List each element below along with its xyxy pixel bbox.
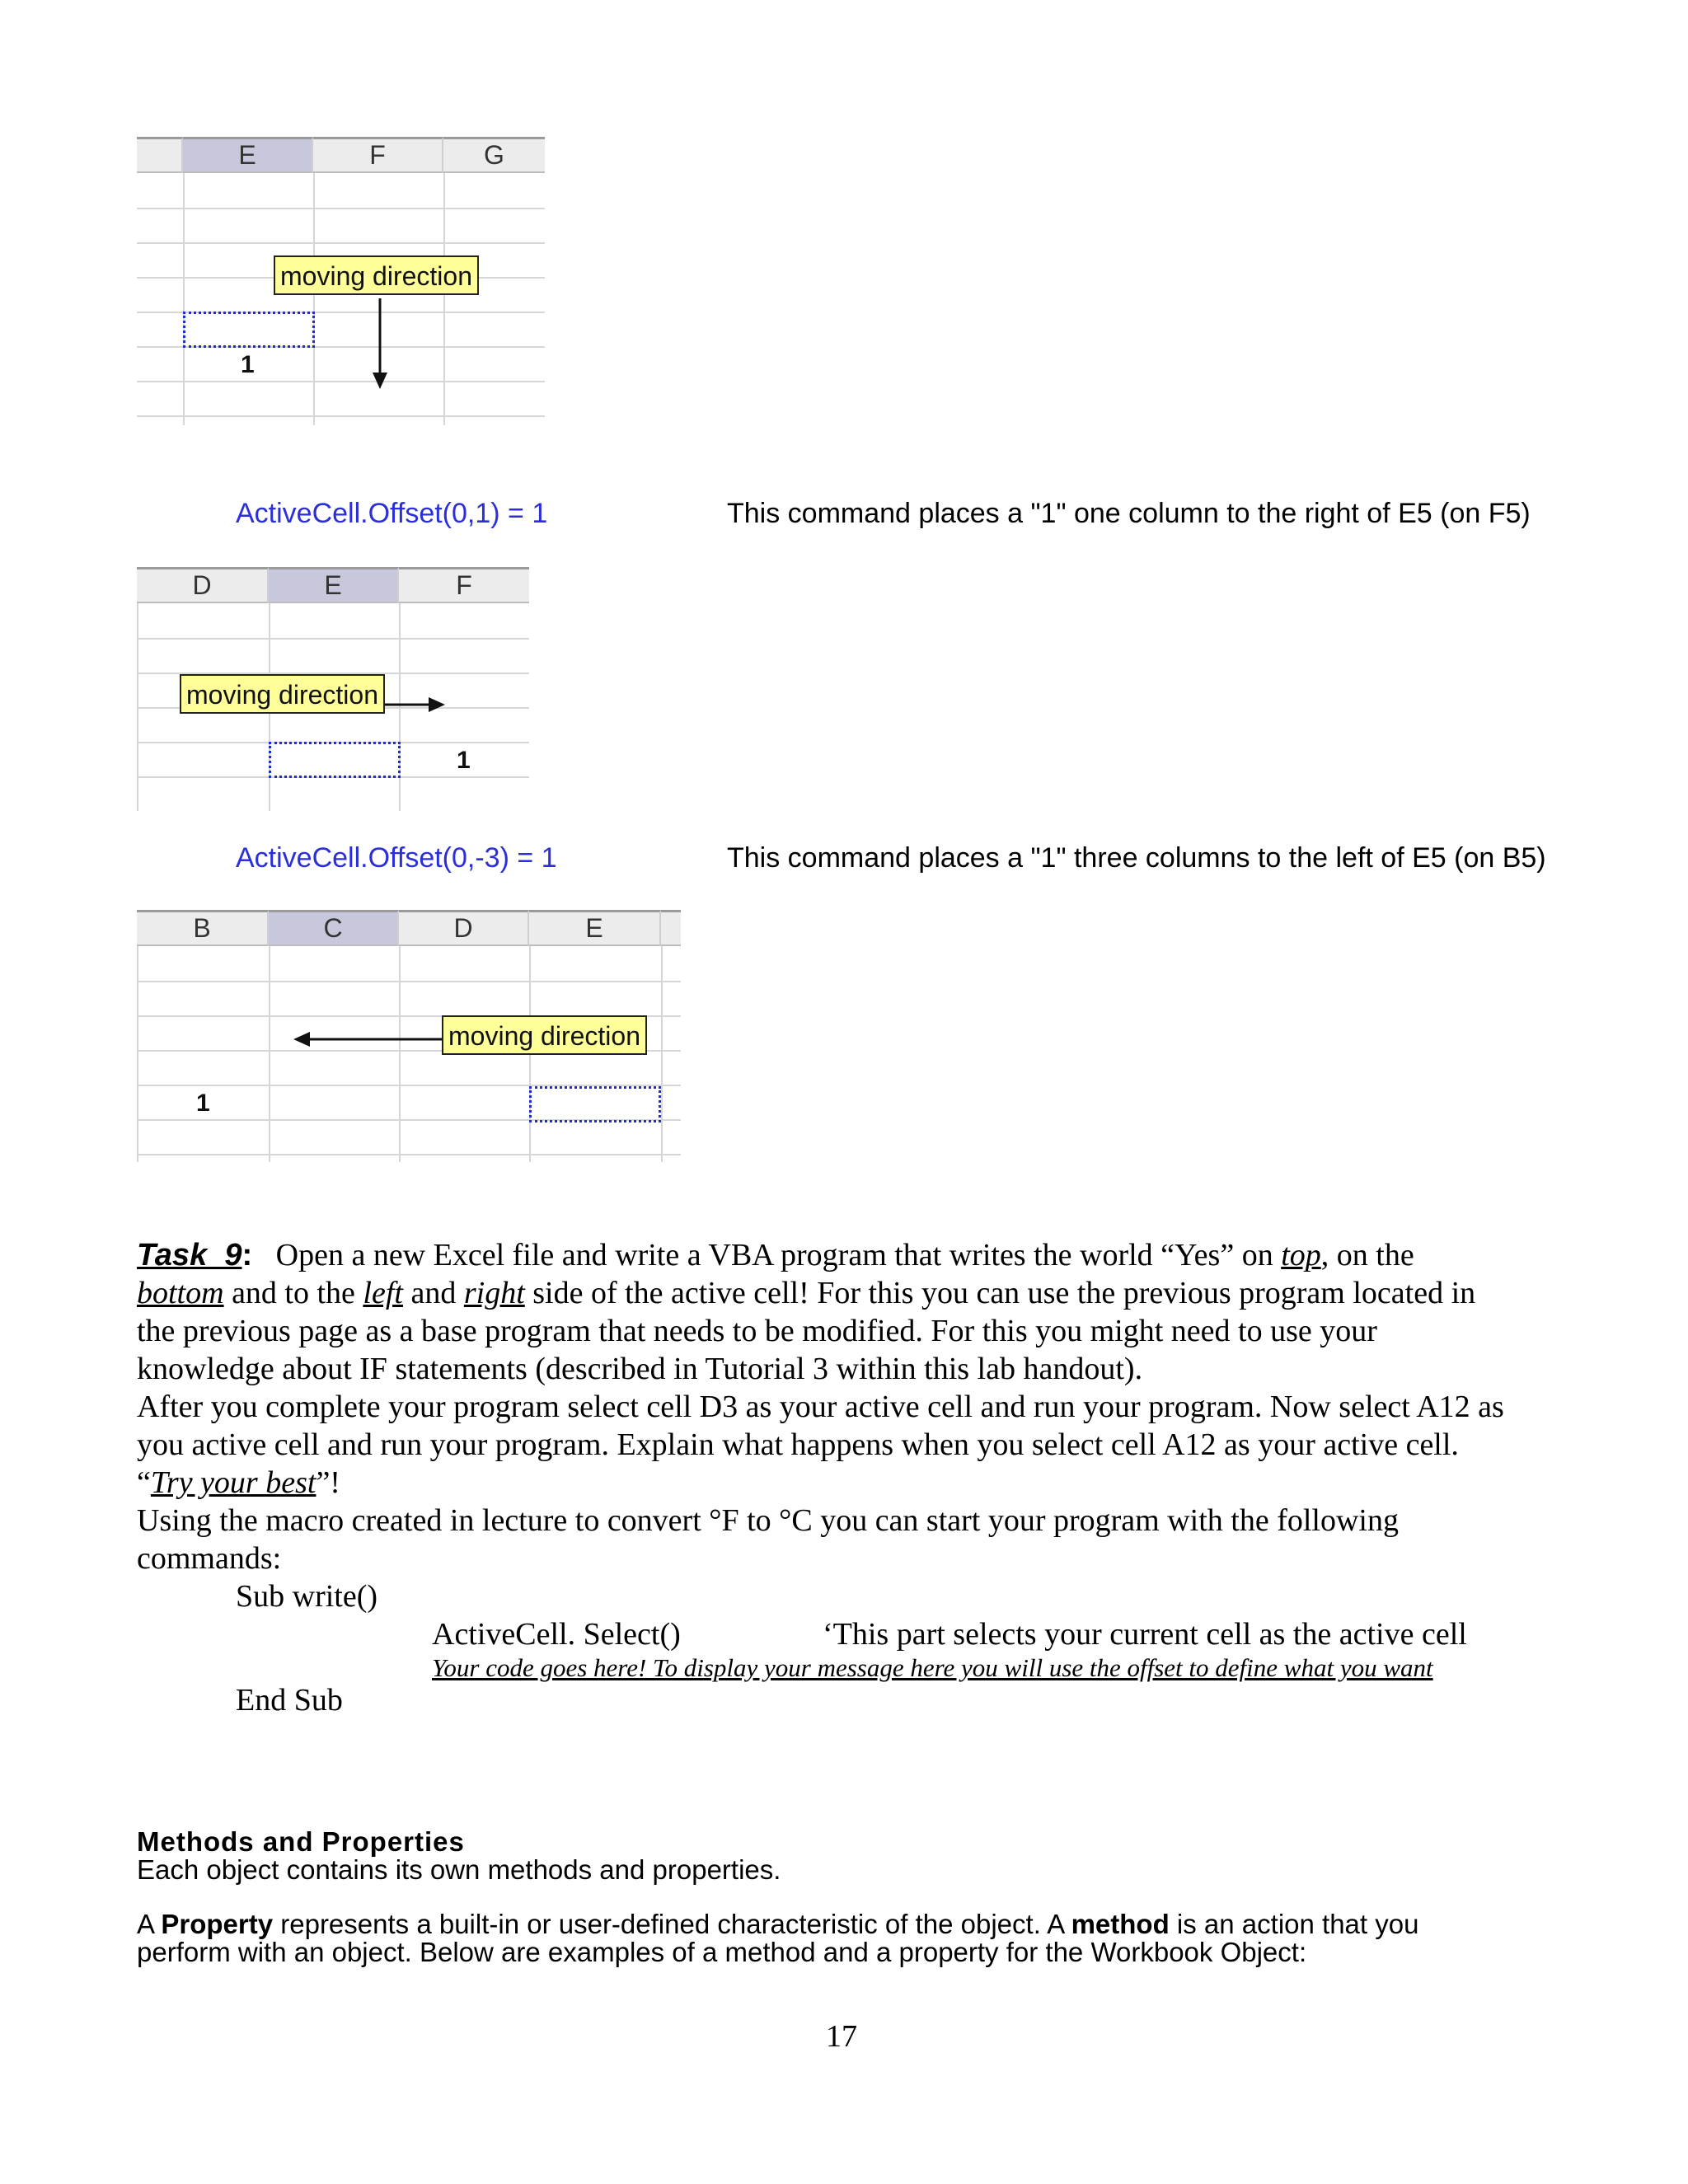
spreadsheet-example-down <box>137 137 545 425</box>
property-word: Property <box>161 1909 274 1939</box>
arrow-left-icon <box>292 1027 443 1052</box>
code-offset-right: ActiveCell.Offset(0,1) = 1 <box>236 498 548 529</box>
active-cell-e5 <box>183 312 315 348</box>
column-header-g: G <box>443 137 545 173</box>
code-active-select: ActiveCell. Select() <box>432 1617 681 1652</box>
arrow-down-icon <box>368 298 392 391</box>
column-header-e: E <box>529 910 661 946</box>
code-offset-left: ActiveCell.Offset(0,-3) = 1 <box>236 842 557 874</box>
emphasis-left: left <box>363 1276 403 1310</box>
task-line-7 <box>137 1464 1670 1502</box>
cell-value: 1 <box>241 351 255 378</box>
task-line-2 <box>137 1274 1670 1312</box>
page-number: 17 <box>826 2019 857 2054</box>
emphasis-right: right <box>463 1276 525 1310</box>
task-line-9: commands: <box>137 1541 282 1576</box>
task-text: Open a new Excel file and write a VBA program that writes the world “Yes” on <box>275 1238 1282 1272</box>
column-header-f: F <box>313 137 443 173</box>
emphasis-try-your-best: Try your best <box>150 1465 316 1500</box>
code-comment: ‘This part selects your current cell as the active cell <box>823 1617 1467 1652</box>
moving-direction-tag: moving direction <box>274 255 479 295</box>
column-header-f: F <box>399 567 529 603</box>
task-line-8: Using the macro created in lecture to convert °F to °C you can start your program with the following <box>137 1503 1399 1538</box>
code-end-sub: End Sub <box>236 1683 343 1718</box>
active-cell-e5 <box>529 1086 661 1122</box>
spreadsheet-example-left <box>137 910 681 1162</box>
column-header-d: D <box>137 567 269 603</box>
code-hint: Your code goes here! To display your message here you will use the offset to define what you want <box>432 1653 1433 1682</box>
emphasis-top: top <box>1281 1238 1321 1272</box>
active-cell-e5 <box>269 742 401 778</box>
methods-paragraph-line-2: perform with an object. Below are examples of a method and a property for the Workbook Object: <box>137 1937 1307 1967</box>
method-word: method <box>1071 1909 1170 1939</box>
column-header-extra <box>661 910 681 946</box>
task-9-section <box>137 1236 1670 1577</box>
methods-intro: Each object contains its own methods and properties. <box>137 1854 781 1885</box>
description-offset-right: This command places a "1" one column to the right of E5 (on F5) <box>727 498 1531 529</box>
moving-direction-tag: moving direction <box>180 674 385 714</box>
arrow-right-icon <box>377 692 447 717</box>
quote-close: ”! <box>316 1465 340 1500</box>
task-text: , on the <box>1320 1238 1414 1272</box>
task-line-4: knowledge about IF statements (described in Tutorial 3 within this lab handout). <box>137 1352 1143 1386</box>
task-text: side of the active cell! For this you can use the previous program located in <box>524 1276 1476 1310</box>
task-line-5: After you complete your program select cell D3 as your active cell and run your program. Now select A12 as <box>137 1390 1504 1424</box>
column-header-e: E <box>183 137 313 173</box>
methods-paragraph-line-1: A Property represents a built-in or user-defined characteristic of the object. A method is an action that you <box>137 1909 1419 1939</box>
cell-value: 1 <box>457 747 471 774</box>
moving-direction-tag: moving direction <box>442 1015 647 1055</box>
cell-value: 1 <box>196 1090 210 1117</box>
task-line-3: the previous page as a base program that needs to be modified. For this you might need to use your <box>137 1314 1377 1348</box>
emphasis-bottom: bottom <box>137 1276 224 1310</box>
column-header-e: E <box>269 567 399 603</box>
task-line-6: you active cell and run your program. Explain what happens when you select cell A12 as your active cell. <box>137 1427 1459 1462</box>
column-header-c: C <box>269 910 399 946</box>
column-header-d: D <box>399 910 529 946</box>
methods-heading: Methods and Properties <box>137 1826 465 1857</box>
task-text: and to the <box>223 1276 363 1310</box>
task-colon: : <box>241 1238 253 1272</box>
quote-open: “ <box>137 1465 151 1500</box>
column-header-b: B <box>137 910 269 946</box>
task-line-1 <box>137 1236 1670 1274</box>
task-text: and <box>402 1276 464 1310</box>
methods-paragraph <box>137 1910 1670 1966</box>
code-sub-write: Sub write() <box>236 1579 378 1614</box>
description-offset-left: This command places a "1" three columns to the left of E5 (on B5) <box>727 842 1546 874</box>
row-header-corner <box>137 137 183 173</box>
spreadsheet-example-right <box>137 567 529 811</box>
task-label: Task_9 <box>137 1238 242 1272</box>
